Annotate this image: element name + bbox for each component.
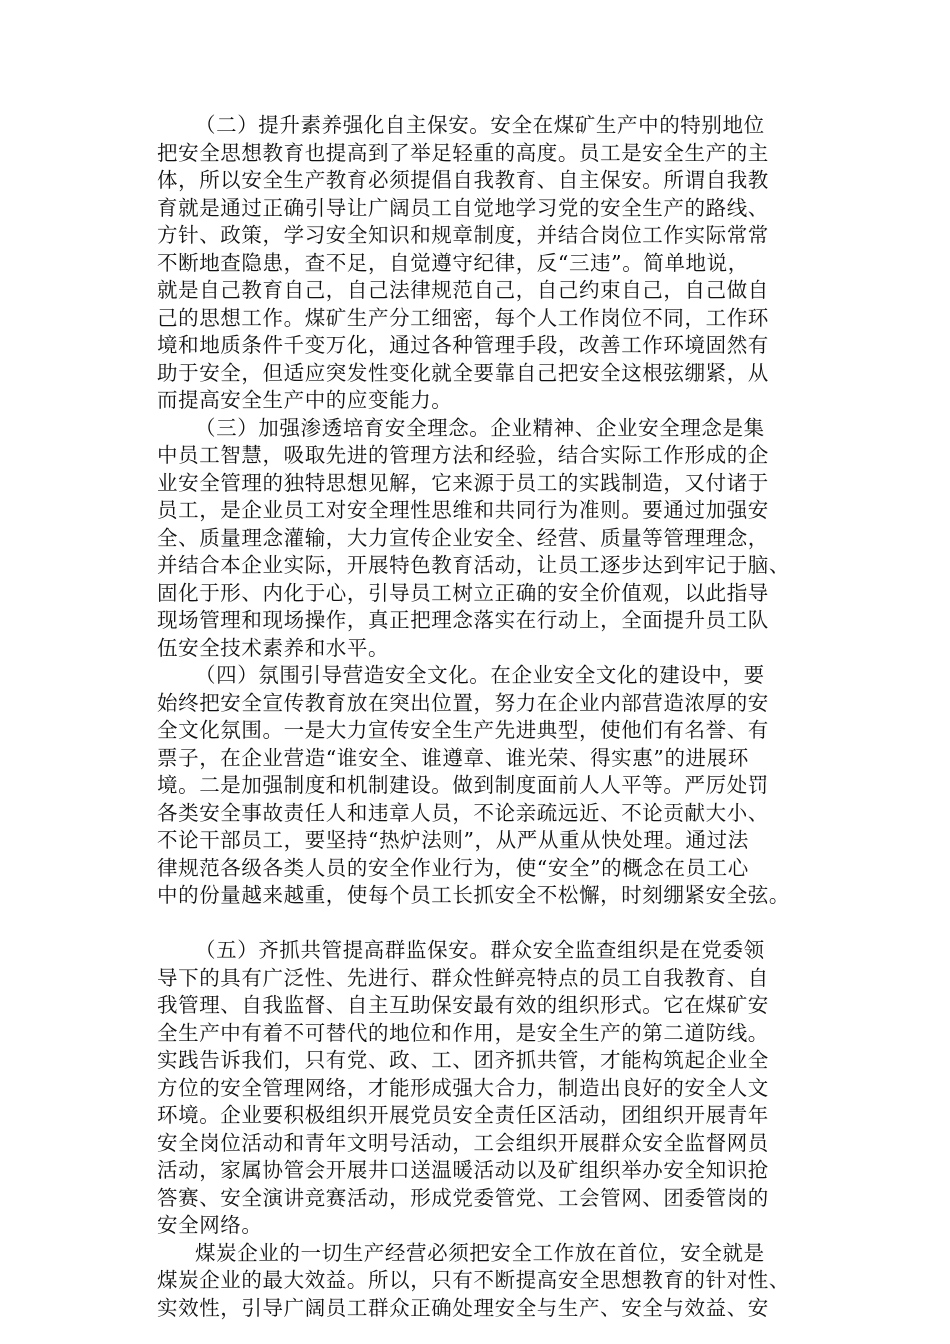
text-line: 把安全思想教育也提高到了举足轻重的高度。员工是安全生产的主 — [157, 140, 769, 165]
text-line: 律规范各级各类人员的安全作业行为，使“安全”的概念在员工心 — [157, 855, 749, 880]
text-line: 煤炭企业的一切生产经营必须把安全工作放在首位，安全就是 — [195, 1240, 765, 1265]
text-line: 各类安全事故责任人和违章人员，不论亲疏远近、不论贡献大小、 — [157, 800, 769, 825]
text-line: 己的思想工作。煤矿生产分工细密，每个人工作岗位不同，工作环 — [157, 305, 769, 330]
text-line: 而提高安全生产中的应变能力。 — [157, 388, 453, 412]
paragraph-safety-education — [157, 112, 797, 415]
text-line: 实效性，引导广阔员工群众正确处理安全与生产、安全与效益、安 — [157, 1295, 769, 1320]
text-line: 体，所以安全生产教育必须提倡自我教育、自主保安。所谓自我教 — [157, 168, 769, 192]
text-line: （五）齐抓共管提高群监保安。群众安全监查组织是在党委领 — [195, 938, 765, 962]
text-line: 现场管理和现场操作，真正把理念落实在行动上，全面提升员工队 — [157, 608, 769, 632]
text-line: 不断地查隐患，查不足，自觉遵守纪律，反“三违”。简单地说， — [157, 250, 749, 275]
text-line: 实践告诉我们，只有党、政、工、团齐抓共管，才能构筑起企业全 — [157, 1048, 769, 1072]
text-line: 我管理、自我监督、自主互助保安最有效的组织形式。它在煤矿安 — [157, 993, 769, 1017]
text-line: 就是自己教育自己，自己法律规范自己，自己约束自己，自己做自 — [157, 278, 769, 302]
document-page — [157, 112, 797, 1322]
paragraph-safety-culture — [157, 662, 797, 910]
text-line: 全生产中有着不可替代的地位和作用，是安全生产的第二道防线。 — [157, 1020, 769, 1045]
text-line: 不论干部员工，要坚持“热炉法则”，从严从重从快处理。通过法 — [157, 828, 749, 852]
text-line: 答赛、安全演讲竞赛活动，形成党委管党、工会管网、团委管岗的 — [157, 1185, 769, 1210]
text-line: 环境。企业要积极组织开展党员安全责任区活动，团组织开展青年 — [157, 1103, 769, 1127]
text-line: （四）氛围引导营造安全文化。在企业安全文化的建设中，要 — [195, 663, 765, 687]
text-line: 业安全管理的独特思想见解，它来源于员工的实践制造，又付诸于 — [157, 470, 769, 495]
text-line: 全文化氛围。一是大力宣传安全生产先进典型，使他们有名誉、有 — [157, 718, 769, 742]
text-line: 伍安全技术素养和水平。 — [157, 635, 390, 660]
text-line: 并结合本企业实际，开展特色教育活动，让员工逐步达到牢记于脑、 — [157, 553, 790, 577]
text-line: 育就是通过正确引导让广阔员工自觉地学习党的安全生产的路线、 — [157, 195, 769, 220]
text-line: 活动，家属协管会开展井口送温暖活动以及矿组织举办安全知识抢 — [157, 1158, 769, 1182]
text-line: 方针、政策，学习安全知识和规章制度，并结合岗位工作实际常常 — [157, 223, 769, 247]
text-line: （二）提升素养强化自主保安。安全在煤矿生产中的特别地位 — [195, 113, 765, 137]
text-line: 始终把安全宣传教育放在突出位置，努力在企业内部营造浓厚的安 — [157, 690, 769, 715]
text-line: 方位的安全管理网络，才能形成强大合力，制造出良好的安全人文 — [157, 1075, 769, 1100]
text-line: 全、质量理念灌输，大力宣传企业安全、经营、质量等管理理念， — [157, 525, 769, 550]
text-line: 票子，在企业营造“谁安全、谁遵章、谁光荣、得实惠”的进展环 — [157, 745, 749, 770]
text-line: 助于安全，但适应突发性变化就全要靠自己把安全这根弦绷紧，从 — [157, 360, 769, 385]
text-line: 煤炭企业的最大效益。所以，只有不断提高安全思想教育的针对性、 — [157, 1268, 790, 1292]
text-line: 员工，是企业员工对安全理性思维和共同行为准则。要通过加强安 — [157, 498, 769, 522]
paragraph-conclusion — [157, 1240, 797, 1323]
paragraph-mass-supervision — [157, 937, 797, 1240]
text-line: 安全网络。 — [157, 1213, 263, 1237]
paragraph-gap — [157, 910, 797, 938]
text-line: 境。二是加强制度和机制建设。做到制度面前人人平等。严厉处罚 — [157, 773, 769, 797]
paragraph-safety-philosophy — [157, 415, 797, 663]
text-line: 境和地质条件千变万化，通过各种管理手段，改善工作环境固然有 — [157, 333, 769, 357]
text-line: 固化于形、内化于心，引导员工树立正确的安全价值观，以此指导 — [157, 580, 769, 605]
text-line: 安全岗位活动和青年文明号活动，工会组织开展群众安全监督网员 — [157, 1130, 769, 1155]
text-line: 导下的具有广泛性、先进行、群众性鲜亮特点的员工自我教育、自 — [157, 965, 769, 990]
text-line: 中员工智慧，吸取先进的管理方法和经验，结合实际工作形成的企 — [157, 443, 769, 467]
text-line: 中的份量越来越重，使每个员工长抓安全不松懈，时刻绷紧安全弦。 — [157, 883, 790, 907]
text-line: （三）加强渗透培育安全理念。企业精神、企业安全理念是集 — [195, 415, 765, 440]
